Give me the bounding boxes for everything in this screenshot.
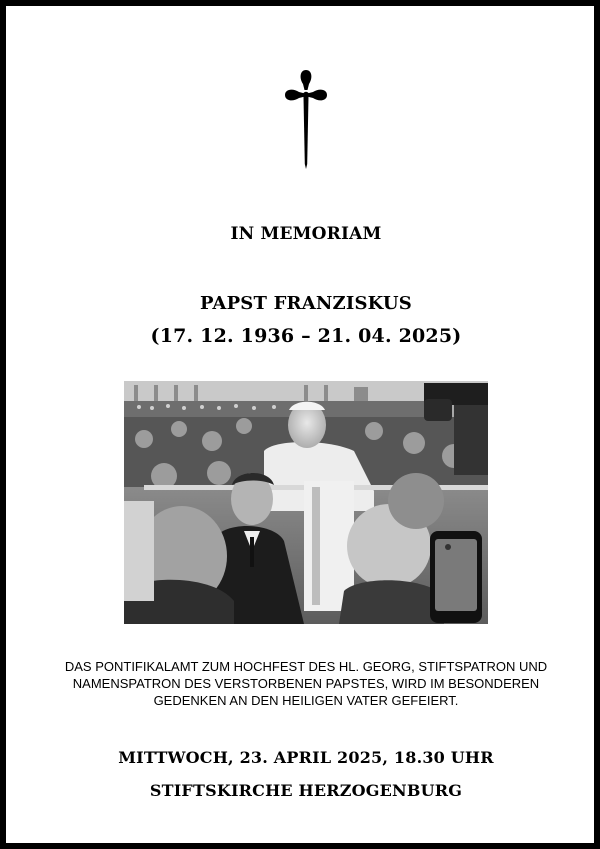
deceased-name: PAPST FRANZISKUS	[199, 293, 412, 314]
event-location: STIFTSKIRCHE HERZOGENBURG	[149, 781, 463, 800]
announcement-text	[36, 658, 576, 709]
pope-photo	[124, 381, 488, 624]
cross-icon	[283, 68, 329, 170]
announcement-line: DAS PONTIFIKALAMT ZUM HOCHFEST DES HL. GEORG, STIFTSPATRON UND	[64, 659, 548, 674]
event-date: MITTWOCH, 23. APRIL 2025, 18.30 UHR	[118, 748, 494, 767]
life-dates: (17. 12. 1936 – 21. 04. 2025)	[150, 325, 462, 347]
announcement-line: NAMENSPATRON DES VERSTORBENEN PAPSTES, WIRD IM BESONDEREN	[72, 676, 540, 691]
announcement-line: GEDENKEN AN DEN HEILIGEN VATER GEFEIERT.	[153, 693, 459, 708]
heading: IN MEMORIAM	[230, 224, 382, 244]
